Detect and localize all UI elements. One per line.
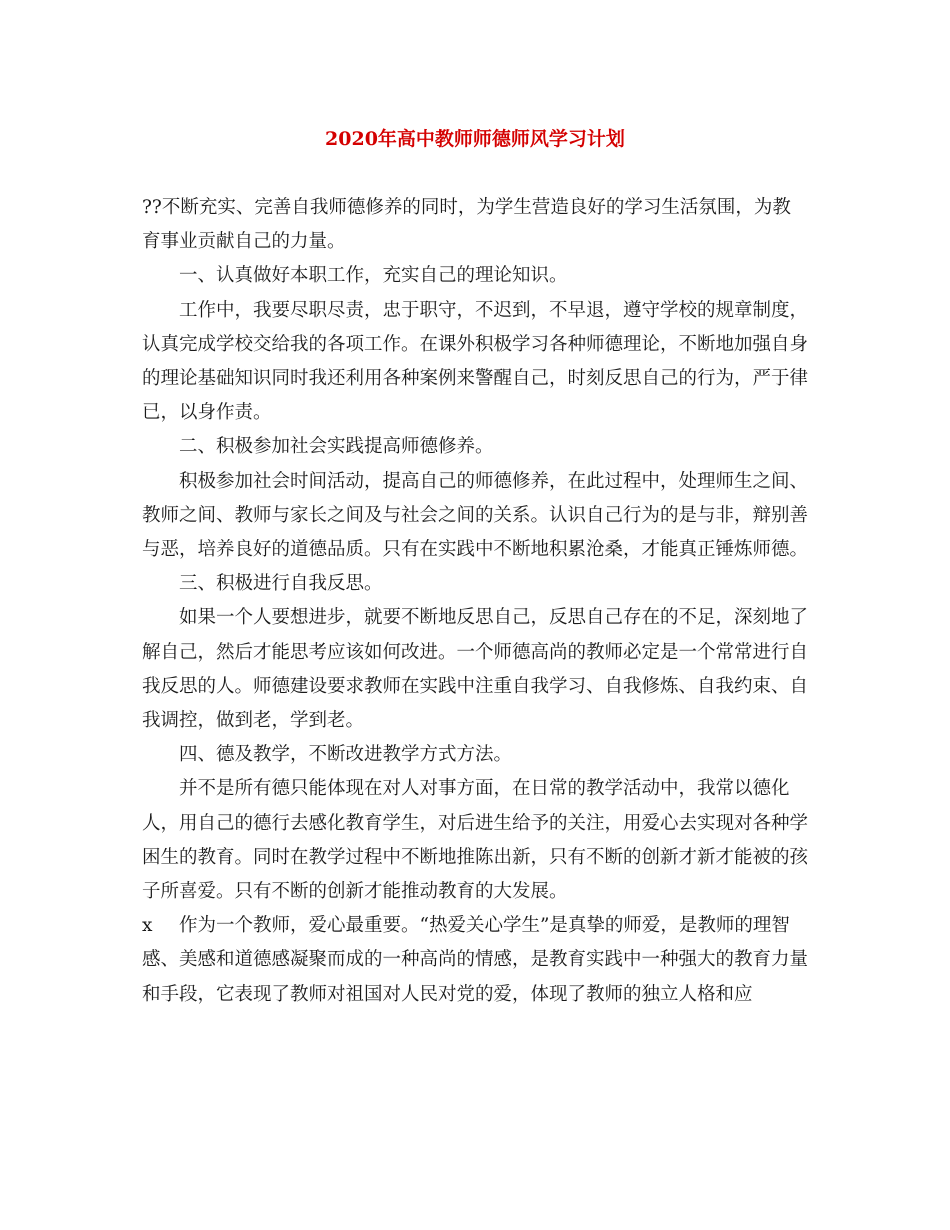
- marked-paragraph: [142, 909, 808, 1012]
- section-heading: 一、认真做好本职工作，充实自己的理论知识。: [179, 265, 568, 287]
- paragraph: 工作中，我要尽职尽责，忠于职守，不迟到，不早退，遵守学校的规章制度，认真完成学校交给我的各项工作。在课外积极学习各种师德理论，不断地加强自身的理论基础知识同时我还利用各种案例来警醒自己，时刻反思自己的行为，严于律已，以身作责。: [142, 299, 809, 424]
- document-title: 2020年高中教师师德师风学习计划: [325, 128, 625, 150]
- paragraph: 并不是所有德只能体现在对人对事方面，在日常的教学活动中，我常以德化人，用自己的德行去感化教育学生，对后进生给予的关注，用爱心去实现对各种学困生的教育。同时在教学过程中不断地推陈出新，只有不断的创新才新才能被的孩子所喜爱。只有不断的创新才能推动教育的大发展。: [142, 778, 809, 903]
- section-heading: 二、积极参加社会实践提高师德修养。: [179, 436, 494, 458]
- paragraph: ??不断充实、完善自我师德修养的同时，为学生营造良好的学习生活氛围，为教育事业贡献自己的力量。: [142, 197, 791, 253]
- paragraph-marker: x: [142, 915, 153, 937]
- section-heading: 三、积极进行自我反思。: [179, 573, 383, 595]
- paragraph-text: 作为一个教师，爱心最重要。“热爱关心学生”是真挚的师爱，是教师的理智感、美感和道德感凝聚而成的一种高尚的情感，是教育实践中一种强大的教育力量和手段，它表现了教师对祖国对人民对党的爱，体现了教师的独立人格和应: [142, 915, 809, 1005]
- paragraph: 积极参加社会时间活动，提高自己的师德修养，在此过程中，处理师生之间、教师之间、教师与家长之间及与社会之间的关系。认识自己行为的是与非，辩别善与恶，培养良好的道德品质。只有在实践中不断地积累沧桑，才能真正锤炼师德。: [142, 470, 809, 561]
- section-heading: 四、德及教学，不断改进教学方式方法。: [179, 744, 513, 766]
- paragraph: 如果一个人要想进步，就要不断地反思自己，反思自己存在的不足，深刻地了解自己，然后才能思考应该如何改进。一个师德高尚的教师必定是一个常常进行自我反思的人。师德建设要求教师在实践中注重自我学习、自我修炼、自我约束、自我调控，做到老，学到老。: [142, 607, 809, 732]
- document-body: [142, 191, 808, 1012]
